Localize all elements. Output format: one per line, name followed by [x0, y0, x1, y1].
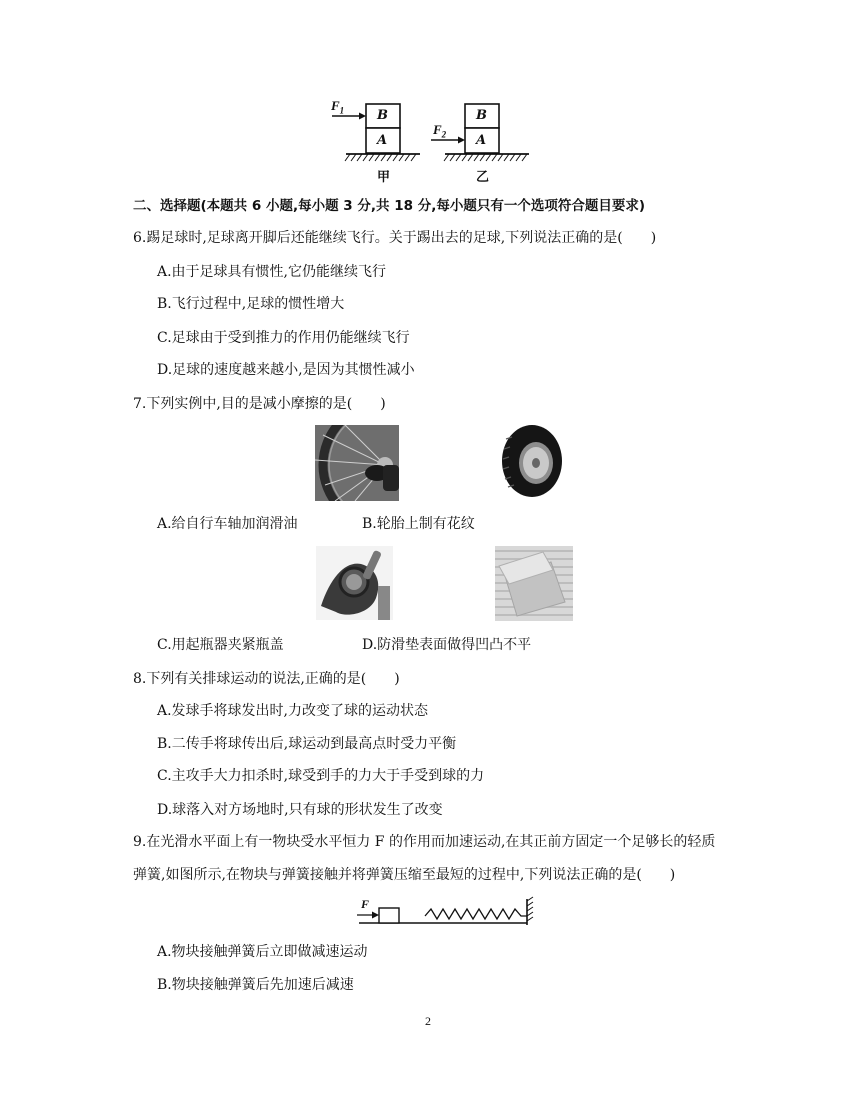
bicycle-wheel-image: [315, 425, 399, 501]
photo-bicycle-oiling: [315, 425, 399, 501]
block-b-label-left: B: [377, 108, 388, 123]
q7-caption-d: D.防滑垫表面做得凹凸不平: [362, 637, 532, 653]
tire-image: [494, 421, 570, 501]
q7-caption-b: B.轮胎上制有花纹: [362, 516, 475, 532]
spring-block-figure: [355, 895, 535, 931]
blocks-figure-drawing: [328, 96, 538, 184]
q6-option-c: C.足球由于受到推力的作用仍能继续飞行: [157, 330, 410, 346]
q6-option-b: B.飞行过程中,足球的惯性增大: [157, 296, 345, 312]
block-b-label-right: B: [476, 108, 487, 123]
antislip-mat-image: [495, 546, 573, 621]
q7-caption-a: A.给自行车轴加润滑油: [157, 516, 298, 532]
q6-option-d: D.足球的速度越来越小,是因为其惯性减小: [157, 362, 415, 378]
block-a-label-right: A: [476, 133, 487, 148]
figure-jia-blocks: [332, 104, 420, 161]
q6-stem: 6.踢足球时,足球离开脚后还能继续飞行。关于踢出去的足球,下列说法正确的是( ): [133, 230, 657, 246]
photo-bottle-opener: [316, 546, 393, 620]
force-f2-label: $F_2$: [433, 122, 447, 140]
section-heading: 二、选择题(本题共 6 小题,每小题 3 分,共 18 分,每小题只有一个选项符合题目要求): [133, 198, 645, 214]
spring-figure-drawing: [355, 895, 535, 931]
q8-option-d: D.球落入对方场地时,只有球的形状发生了改变: [157, 802, 443, 818]
q8-option-b: B.二传手将球传出后,球运动到最高点时受力平衡: [157, 736, 457, 752]
q7-stem: 7.下列实例中,目的是减小摩擦的是( ): [133, 396, 386, 412]
page-number: 2: [425, 1014, 431, 1028]
photo-antislip-mat: [495, 546, 573, 621]
force-f1-label: $F_1$: [331, 98, 345, 116]
q6-option-a: A.由于足球具有惯性,它仍能继续飞行: [157, 264, 387, 280]
bottle-opener-image: [316, 546, 393, 620]
q8-option-c: C.主攻手大力扣杀时,球受到手的力大于手受到球的力: [157, 768, 485, 784]
figure-label-jia: 甲: [377, 170, 391, 185]
q9-option-b: B.物块接触弹簧后先加速后减速: [157, 977, 354, 993]
q9-stem-line2: 弹簧,如图所示,在物块与弹簧接触并将弹簧压缩至最短的过程中,下列说法正确的是( ): [133, 867, 676, 883]
block-a-label-left: A: [377, 133, 388, 148]
photo-tire: [494, 421, 570, 501]
q8-option-a: A.发球手将球发出时,力改变了球的运动状态: [157, 703, 429, 719]
q9-option-a: A.物块接触弹簧后立即做减速运动: [157, 944, 368, 960]
spring-figure-force-label: F: [361, 897, 370, 911]
blocks-force-figure: [328, 96, 538, 184]
q9-stem-line1: 9.在光滑水平面上有一物块受水平恒力 F 的作用而加速运动,在其正前方固定一个足够长的轻质: [133, 834, 716, 850]
q7-caption-c: C.用起瓶器夹紧瓶盖: [157, 637, 284, 653]
figure-label-yi: 乙: [476, 170, 490, 185]
q8-stem: 8.下列有关排球运动的说法,正确的是( ): [133, 671, 400, 687]
